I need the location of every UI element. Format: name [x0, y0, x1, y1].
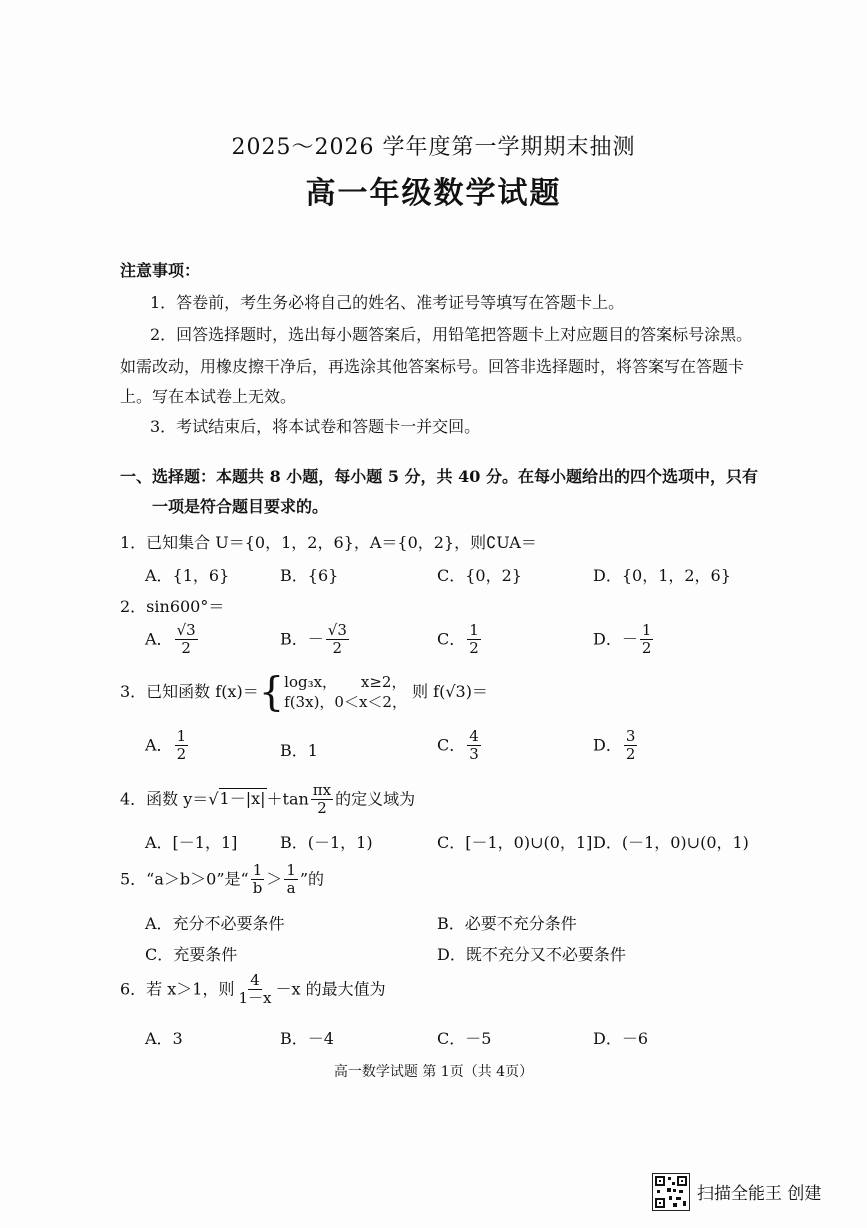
fraction-numerator: 3	[625, 727, 636, 745]
case-1	[284, 672, 407, 692]
question-3-option-d	[593, 728, 639, 764]
fraction	[326, 622, 349, 658]
question-1-option-b: B．{6}	[280, 566, 339, 585]
fraction	[640, 622, 654, 658]
left-brace: {	[258, 669, 285, 716]
fraction	[236, 972, 273, 1008]
option-label: A．	[145, 629, 173, 649]
page-footer: 高一数学试题 第 1页（共 4页）	[333, 1064, 534, 1080]
question-4-option-a: A．[－1，1]	[145, 833, 238, 852]
question-5-option-c: C．充要条件	[145, 945, 238, 964]
fraction	[284, 862, 298, 898]
notice-item-1: 1．答卷前，考生务必将自己的姓名、准考证号等填写在答题卡上。	[150, 293, 625, 312]
question-6-option-d: D．－6	[593, 1029, 649, 1048]
option-label: C．	[437, 629, 466, 649]
fraction-numerator: 4	[469, 727, 479, 745]
fraction-denominator: 1－x	[238, 989, 272, 1008]
fraction	[467, 622, 481, 658]
question-4-option-b: B．(－1，1)	[280, 833, 373, 852]
question-4-prefix: 4．函数 y＝	[120, 789, 209, 809]
question-5-prefix: 5．“a＞b＞0”是“	[120, 869, 249, 889]
section-1-heading: 一、选择题：本题共 8 小题，每小题 5 分，共 40 分。在每小题给出的四个选项中，只有	[120, 467, 758, 486]
fraction-denominator: 2	[332, 639, 343, 658]
fraction-numerator: 4	[250, 971, 260, 989]
fraction-denominator: 2	[176, 745, 187, 764]
sqrt-sign: √	[208, 789, 219, 809]
exam-subject-title: 高一年级数学试题	[305, 176, 562, 211]
question-3-option-a	[145, 728, 190, 764]
fraction-numerator: 1	[252, 861, 263, 879]
fraction	[311, 782, 333, 818]
question-5-option-b: B．必要不充分条件	[437, 914, 577, 933]
question-2-option-c	[437, 622, 483, 658]
case-2-cond: 0＜x＜2，	[334, 693, 407, 712]
section-1-heading-cont: 一项是符合题目要求的。	[152, 497, 329, 516]
exam-term-title: 2025～2026 学年度第一学期期末抽测	[231, 135, 636, 160]
option-label: C．	[437, 735, 466, 755]
piecewise-cases	[284, 672, 407, 713]
fraction-numerator: 1	[176, 727, 187, 745]
question-3-option-b: B．1	[280, 741, 318, 760]
question-5-option-d: D．既不充分又不必要条件	[437, 945, 626, 964]
fraction-numerator: √3	[327, 621, 347, 639]
question-6-prefix: 6．若 x＞1，则	[120, 979, 235, 999]
question-3-option-c	[437, 728, 483, 764]
fraction	[467, 728, 481, 764]
question-3-prefix: 3．已知函数 f(x)＝	[120, 681, 259, 701]
option-label: D．	[593, 735, 622, 755]
fraction-numerator: 1	[641, 621, 652, 639]
question-6-suffix: －x 的最大值为	[275, 979, 386, 999]
notice-heading: 注意事项：	[120, 261, 201, 280]
fraction-denominator: b	[252, 879, 263, 898]
fraction	[624, 728, 638, 764]
scanner-watermark: 扫描全能王 创建	[697, 1184, 822, 1204]
question-5-suffix: ”的	[299, 869, 325, 889]
sqrt-body: 1－|x|	[219, 789, 266, 809]
fraction-numerator: 1	[286, 861, 296, 879]
fraction-denominator: 3	[469, 745, 479, 764]
fraction-denominator: 2	[469, 639, 479, 658]
option-label: D．－	[593, 629, 638, 649]
question-1-stem: 1．已知集合 U＝{0，1，2，6}，A＝{0，2}，则∁UA＝	[120, 533, 537, 552]
fraction-denominator: 2	[317, 799, 327, 818]
question-6-stem	[120, 972, 386, 1008]
question-3-suffix: 则 f(√3)＝	[412, 681, 488, 701]
notice-item-2-line-3: 上。写在本试卷上无效。	[120, 387, 297, 406]
option-label: B．－	[280, 629, 324, 649]
question-2-option-a	[145, 622, 200, 658]
question-1-option-d: D．{0，1，2，6}	[593, 566, 731, 585]
question-6-option-c: C．－5	[437, 1029, 492, 1048]
case-1-expr: log₃x，	[284, 673, 338, 691]
fraction	[175, 728, 189, 764]
question-5-option-a: A．充分不必要条件	[145, 914, 285, 933]
case-2-expr: f(3x)，	[284, 693, 335, 712]
fraction-numerator: √3	[176, 621, 196, 639]
notice-item-2-line-2: 如需改动，用橡皮擦干净后，再选涂其他答案标号。回答非选择题时，将答案写在答题卡	[120, 357, 745, 376]
question-2-option-b	[280, 622, 351, 658]
question-6-option-a: A．3	[145, 1029, 183, 1048]
question-4-option-d: D．(－1，0)∪(0，1)	[593, 833, 749, 852]
fraction-denominator: 2	[625, 745, 636, 764]
question-4-option-c: C．[－1，0)∪(0，1]	[437, 833, 593, 852]
fraction-denominator: 2	[181, 639, 191, 658]
fraction	[175, 622, 198, 658]
notice-item-2-line-1: 2．回答选择题时，选出每小题答案后，用铅笔把答题卡上对应题目的答案标号涂黑。	[150, 325, 753, 344]
question-1-option-c: C．{0，2}	[437, 566, 522, 585]
option-label: A．	[145, 735, 173, 755]
qr-code-icon	[652, 1173, 690, 1211]
greater-than: ＞	[266, 869, 283, 889]
tan-term: ＋tan	[266, 789, 309, 809]
case-1-cond: x≥2，	[360, 673, 407, 691]
fraction-denominator: 2	[641, 639, 652, 658]
fraction-denominator: a	[286, 879, 296, 898]
question-2-option-d	[593, 622, 655, 658]
question-2-stem: 2．sin600°＝	[120, 597, 225, 616]
fraction-numerator: 1	[469, 621, 479, 639]
question-4-suffix: 的定义域为	[335, 789, 416, 809]
notice-item-3: 3．考试结束后，将本试卷和答题卡一并交回。	[150, 417, 481, 436]
question-3-stem	[120, 669, 488, 716]
case-2	[284, 692, 407, 712]
question-6-option-b: B．－4	[280, 1029, 334, 1048]
fraction	[251, 862, 265, 898]
fraction-numerator: πx	[312, 781, 332, 799]
question-4-stem	[120, 782, 415, 818]
question-5-stem	[120, 862, 324, 898]
question-1-option-a: A．{1，6}	[145, 566, 230, 585]
